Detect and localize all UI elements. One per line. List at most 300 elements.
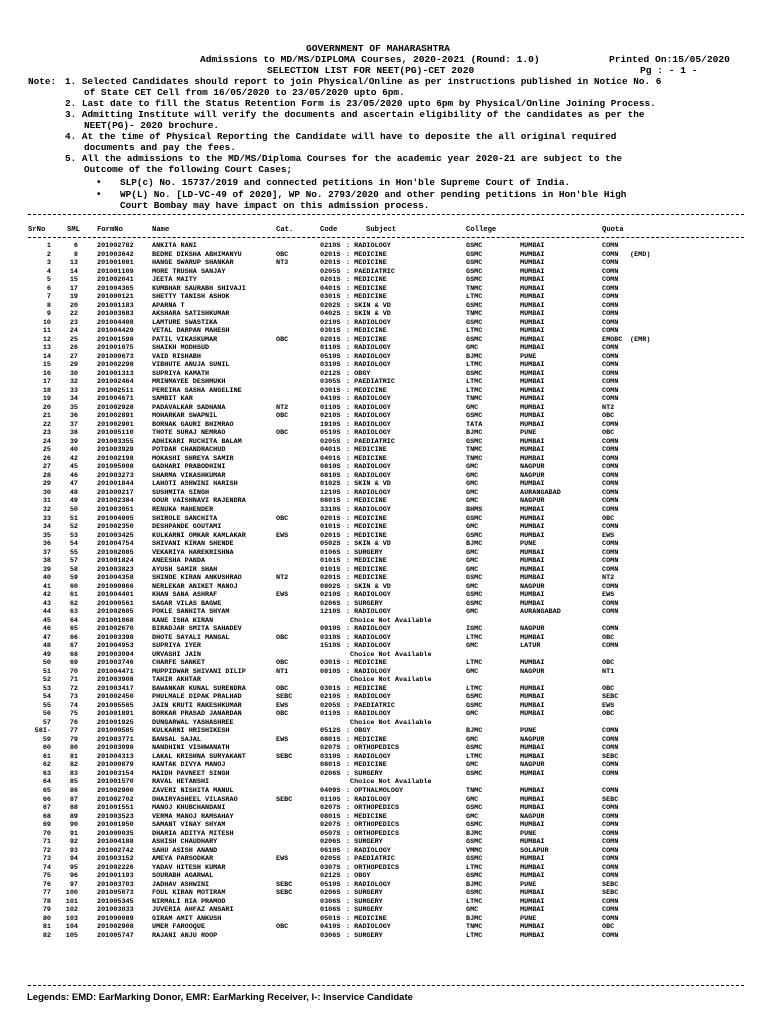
subject-text: PAEDIATRIC bbox=[354, 701, 395, 710]
table-row bbox=[0, 915, 768, 924]
cell-subject bbox=[346, 412, 391, 421]
cell-sml: 61 bbox=[69, 591, 78, 600]
cell-quota: COMN bbox=[602, 480, 619, 489]
cell-quota: OBC bbox=[602, 659, 615, 668]
subject-text: ORTHOPEDICS bbox=[354, 829, 400, 838]
cell-sml: 53 bbox=[69, 531, 78, 540]
cell-quota: COMN bbox=[602, 761, 619, 770]
cell-college-city: NAGPUR bbox=[520, 667, 545, 676]
cell-srno: 2 bbox=[46, 250, 51, 259]
subject-text: ORTHOPEDICS bbox=[354, 744, 400, 753]
note-2: 2. Last date to fill the Status Retention Form is 23/05/2020 upto 6pm by Physical/Online Joining Process. bbox=[65, 98, 656, 109]
cell-code: 0101S bbox=[320, 565, 341, 574]
cell-college-city: PUNE bbox=[520, 540, 537, 549]
cell-code: 0802S bbox=[320, 582, 341, 591]
cell-cat: OBC bbox=[276, 335, 289, 344]
cell-srno: 30 bbox=[42, 488, 51, 497]
cell-name: SAGAR VILAS BAGWE bbox=[152, 599, 222, 608]
note-5-cont: Outcome of the following Court Cases; bbox=[84, 164, 293, 175]
table-row bbox=[0, 574, 768, 583]
cell-quota: EWS bbox=[602, 531, 615, 540]
subject-separator: : bbox=[346, 752, 355, 761]
cell-college-city: MUMBAI bbox=[520, 301, 545, 310]
cell-name: DHAIRYASHEEL VILASRAO bbox=[152, 795, 238, 804]
subject-separator: : bbox=[346, 693, 355, 702]
cell-sml: 103 bbox=[65, 914, 78, 923]
subject-separator: : bbox=[346, 310, 355, 319]
cell-quota: COMN bbox=[602, 361, 619, 370]
cell-srno: 14 bbox=[42, 352, 51, 361]
cell-subject bbox=[346, 549, 383, 558]
cell-subject bbox=[346, 761, 387, 770]
subject-separator: : bbox=[346, 242, 355, 250]
cell-formno: 201003523 bbox=[97, 812, 134, 821]
table-row bbox=[0, 387, 768, 396]
table-row bbox=[0, 744, 768, 753]
cell-code: 0301S bbox=[320, 659, 341, 668]
cell-code: 0510S bbox=[320, 429, 341, 438]
cell-college-city: MUMBAI bbox=[520, 395, 545, 404]
cell-code: 1910S bbox=[320, 420, 341, 429]
table-row bbox=[0, 719, 768, 728]
cell-college-code: GSMC bbox=[466, 855, 483, 864]
cell-college-code: GSMC bbox=[466, 369, 483, 378]
cell-college-code: GSMC bbox=[466, 693, 483, 702]
cell-name: HANGE SWARUP SHANKAR bbox=[152, 259, 234, 268]
cell-name: SAHU ASISH ANAND bbox=[152, 846, 218, 855]
subject-text: MEDICINE bbox=[354, 557, 387, 566]
subject-separator: : bbox=[346, 599, 355, 608]
cell-cat: EWS bbox=[276, 735, 289, 744]
cell-subject bbox=[346, 566, 387, 575]
cell-code: 0810S bbox=[320, 471, 341, 480]
cell-college-code: TNMC bbox=[466, 446, 483, 455]
cell-college-code: GMC bbox=[466, 642, 479, 651]
cell-quota: COMN bbox=[602, 906, 619, 915]
table-row bbox=[0, 855, 768, 864]
cell-srno: 75 bbox=[42, 872, 51, 881]
cell-college-code: GSMC bbox=[466, 250, 483, 259]
subject-text: RADIOLOGY bbox=[354, 318, 391, 327]
cell-name: PEREIRA SASHA ANGELINE bbox=[152, 386, 242, 395]
cell-formno: 201003094 bbox=[97, 650, 134, 659]
cell-college-code: GMC bbox=[466, 344, 479, 353]
cell-sml: 52 bbox=[69, 523, 78, 532]
cell-subject bbox=[346, 770, 383, 779]
cell-remark: (EMD) bbox=[630, 250, 651, 259]
cell-srno: 11 bbox=[42, 327, 51, 336]
subject-text: RADIOLOGY bbox=[354, 242, 391, 250]
cell-srno: 41 bbox=[42, 582, 51, 591]
cell-code: 0306S bbox=[320, 931, 341, 940]
cell-formno: 201002041 bbox=[97, 276, 134, 285]
cell-quota: COMN bbox=[602, 838, 619, 847]
cell-srno: 82 bbox=[42, 931, 51, 940]
cell-name: ASHISH CHAUDHARY bbox=[152, 838, 218, 847]
subject-separator: : bbox=[346, 378, 355, 387]
cell-srno: 77 bbox=[42, 889, 51, 898]
subject-text: SURGERY bbox=[354, 906, 383, 915]
cell-code: 0205S bbox=[320, 701, 341, 710]
cell-srno: 53 bbox=[42, 684, 51, 693]
cell-college-code: LTMC bbox=[466, 931, 483, 940]
cell-formno: 201003355 bbox=[97, 437, 134, 446]
subject-text: MEDICINE bbox=[354, 684, 387, 693]
cell-college-city: MUMBAI bbox=[520, 446, 545, 455]
cell-sml: 71 bbox=[69, 676, 78, 685]
subject-separator: : bbox=[346, 497, 355, 506]
cell-quota: COMN bbox=[602, 846, 619, 855]
subject-separator: : bbox=[346, 420, 355, 429]
cell-quota: COMN bbox=[602, 437, 619, 446]
table-row bbox=[0, 659, 768, 668]
table-row bbox=[0, 881, 768, 890]
cell-code: 0212S bbox=[320, 872, 341, 881]
table-row bbox=[0, 804, 768, 813]
cell-cat: NT1 bbox=[276, 667, 289, 676]
cell-srno: 10 bbox=[42, 318, 51, 327]
subject-text: OBGY bbox=[354, 369, 371, 378]
table-row bbox=[0, 761, 768, 770]
subject-separator: : bbox=[346, 344, 355, 353]
cell-subject: Choice Not Available bbox=[350, 718, 432, 727]
cell-srno: 25 bbox=[42, 446, 51, 455]
cell-code: 0106S bbox=[320, 906, 341, 915]
cell-subject bbox=[346, 540, 391, 549]
subject-separator: : bbox=[346, 327, 355, 336]
cell-sml: 14 bbox=[69, 267, 78, 276]
table-row bbox=[0, 796, 768, 805]
cell-name: DHARIA ADITYA MITESH bbox=[152, 829, 234, 838]
cell-name: MOKASHI SHREYA SAMIR bbox=[152, 454, 234, 463]
cell-sml: 45 bbox=[69, 463, 78, 472]
cell-formno: 201002226 bbox=[97, 863, 134, 872]
cell-quota: COMN bbox=[602, 548, 619, 557]
cell-name: PATIL VIKASKUMAR bbox=[152, 335, 218, 344]
cell-sml: 54 bbox=[69, 540, 78, 549]
cell-college-code: GSMC bbox=[466, 335, 483, 344]
cell-sml: 70 bbox=[69, 667, 78, 676]
cell-name: KANE ISHA KIRAN bbox=[152, 616, 214, 625]
cell-college-city: MUMBAI bbox=[520, 378, 545, 387]
subject-text: RADIOLOGY bbox=[354, 505, 391, 514]
cell-subject: Choice Not Available bbox=[350, 778, 432, 787]
subject-text: RADIOLOGY bbox=[354, 846, 391, 855]
cell-srno: 15 bbox=[42, 361, 51, 370]
cell-code: 0301S bbox=[320, 327, 341, 336]
cell-quota: NT2 bbox=[602, 403, 615, 412]
cell-srno: 69 bbox=[42, 821, 51, 830]
subject-separator: : bbox=[346, 412, 355, 421]
cell-formno: 201003746 bbox=[97, 659, 134, 668]
cell-sml: 30 bbox=[69, 369, 78, 378]
cell-sml: 90 bbox=[69, 821, 78, 830]
col-code: Code bbox=[320, 226, 338, 234]
cell-sml: 68 bbox=[69, 650, 78, 659]
subject-text: RADIOLOGY bbox=[354, 412, 391, 421]
cell-subject bbox=[346, 898, 383, 907]
cell-subject bbox=[346, 804, 399, 813]
cell-college-city: MUMBAI bbox=[520, 923, 545, 932]
cell-formno: 201002891 bbox=[97, 412, 134, 421]
subject-separator: : bbox=[346, 880, 355, 889]
cell-srno: 13 bbox=[42, 344, 51, 353]
cell-quota: OBC bbox=[602, 429, 615, 438]
cell-college-code: TNMC bbox=[466, 395, 483, 404]
cell-code: 3310S bbox=[320, 505, 341, 514]
cell-college-city: MUMBAI bbox=[520, 403, 545, 412]
cell-quota: COMN bbox=[602, 318, 619, 327]
cell-name: KULKARNI HRISHIKESH bbox=[152, 727, 230, 736]
cell-subject bbox=[346, 455, 387, 464]
table-row bbox=[0, 566, 768, 575]
cell-formno: 201002782 bbox=[97, 242, 134, 250]
cell-quota: COMN bbox=[602, 787, 619, 795]
subject-separator: : bbox=[346, 335, 355, 344]
cell-cat: OBC bbox=[276, 684, 289, 693]
cell-code: 0210S bbox=[320, 242, 341, 250]
cell-subject bbox=[346, 336, 387, 345]
table-row bbox=[0, 557, 768, 566]
cell-formno: 201002900 bbox=[97, 787, 134, 795]
cell-subject bbox=[346, 830, 399, 839]
cell-code: 0102S bbox=[320, 480, 341, 489]
cell-sml: 23 bbox=[69, 318, 78, 327]
cell-college-code: GMC bbox=[466, 548, 479, 557]
cell-college-city: MUMBAI bbox=[520, 565, 545, 574]
cell-cat: OBC bbox=[276, 514, 289, 523]
cell-college-city: PUNE bbox=[520, 727, 537, 736]
subject-text: SURGERY bbox=[354, 838, 383, 847]
subject-text: MEDICINE bbox=[354, 565, 387, 574]
note-label: Note: bbox=[28, 76, 57, 87]
cell-name: SUPRIYA KAMATH bbox=[152, 369, 210, 378]
cell-srno: 64 bbox=[42, 778, 51, 787]
subject-separator: : bbox=[346, 318, 355, 327]
subject-separator: : bbox=[346, 727, 355, 736]
cell-srno: 3 bbox=[46, 259, 51, 268]
cell-name: DESHPANDE GOUTAMI bbox=[152, 523, 222, 532]
cell-quota: OBC bbox=[602, 514, 615, 523]
subject-separator: : bbox=[346, 293, 355, 302]
cell-college-city: MUMBAI bbox=[520, 557, 545, 566]
cell-subject bbox=[346, 259, 387, 268]
cell-formno: 201001891 bbox=[97, 710, 134, 719]
cell-sml: 74 bbox=[69, 701, 78, 710]
cell-formno: 201003771 bbox=[97, 735, 134, 744]
cell-college-city: SOLAPUR bbox=[520, 846, 549, 855]
top-divider bbox=[28, 214, 744, 215]
cell-srno: 38 bbox=[42, 557, 51, 566]
cell-college-code: LTMC bbox=[466, 897, 483, 906]
cell-sml: 60 bbox=[69, 582, 78, 591]
cell-formno: 201002901 bbox=[97, 420, 134, 429]
cell-college-code: GSMC bbox=[466, 301, 483, 310]
cell-college-code: GMC bbox=[466, 523, 479, 532]
cell-college-code: GMC bbox=[466, 582, 479, 591]
cell-subject bbox=[346, 710, 391, 719]
cell-srno: 79 bbox=[42, 906, 51, 915]
subject-text: RADIOLOGY bbox=[354, 923, 391, 932]
cell-name: MRINMAYEE DESHMUKH bbox=[152, 378, 226, 387]
subject-separator: : bbox=[346, 659, 355, 668]
cell-college-code: GSMC bbox=[466, 412, 483, 421]
cell-college-city: MUMBAI bbox=[520, 548, 545, 557]
cell-college-city: MUMBAI bbox=[520, 684, 545, 693]
cell-formno: 201002928 bbox=[97, 403, 134, 412]
col-cat: Cat. bbox=[276, 226, 294, 234]
cell-subject bbox=[346, 608, 391, 617]
cell-code: 0801S bbox=[320, 761, 341, 770]
cell-code: 0510S bbox=[320, 880, 341, 889]
cell-cat: OBC bbox=[276, 710, 289, 719]
cell-college-code: GSMC bbox=[466, 259, 483, 268]
table-row bbox=[0, 293, 768, 302]
cell-subject bbox=[346, 276, 387, 285]
subject-separator: : bbox=[346, 267, 355, 276]
cell-subject bbox=[346, 923, 391, 932]
table-row bbox=[0, 889, 768, 898]
subject-text: MEDICINE bbox=[354, 250, 387, 259]
cell-sml: 83 bbox=[69, 769, 78, 778]
cell-sml: 97 bbox=[69, 880, 78, 889]
cell-code: 1210S bbox=[320, 608, 341, 617]
cell-formno: 201002605 bbox=[97, 608, 134, 617]
cell-quota: COMN bbox=[602, 855, 619, 864]
cell-formno: 201001824 bbox=[97, 557, 134, 566]
cell-srno: 28 bbox=[42, 471, 51, 480]
cell-code: 0401S bbox=[320, 454, 341, 463]
cell-code: 0410S bbox=[320, 395, 341, 404]
subject-separator: : bbox=[346, 548, 355, 557]
cell-subject bbox=[346, 489, 391, 498]
cell-code: 0310S bbox=[320, 752, 341, 761]
cell-sml: 51 bbox=[69, 514, 78, 523]
cell-college-city: PUNE bbox=[520, 880, 537, 889]
cell-formno: 201004408 bbox=[97, 318, 134, 327]
cell-college-code: LTMC bbox=[466, 386, 483, 395]
cell-name: JADHAV ASHWINI bbox=[152, 880, 210, 889]
subject-separator: : bbox=[346, 710, 355, 719]
cell-college-code: TATA bbox=[466, 420, 483, 429]
cell-college-code: GSMC bbox=[466, 769, 483, 778]
cell-college-city: MUMBAI bbox=[520, 752, 545, 761]
bottom-divider bbox=[28, 985, 744, 986]
cell-code: 0206S bbox=[320, 599, 341, 608]
cell-college-city: MUMBAI bbox=[520, 795, 545, 804]
cell-formno: 201004953 bbox=[97, 642, 134, 651]
cell-formno: 201004429 bbox=[97, 327, 134, 336]
cell-sml: 19 bbox=[69, 293, 78, 302]
cell-subject bbox=[346, 659, 387, 668]
cell-college-city: PUNE bbox=[520, 914, 537, 923]
cell-quota: COMN bbox=[602, 352, 619, 361]
cell-college-city: MUMBAI bbox=[520, 293, 545, 302]
cell-college-code: GSMC bbox=[466, 591, 483, 600]
cell-name: PADAVALKAR SADHANA bbox=[152, 403, 226, 412]
cell-sml: 39 bbox=[69, 437, 78, 446]
cell-subject bbox=[346, 302, 391, 311]
cell-name: GIRAM AMIT ANKUSH bbox=[152, 914, 222, 923]
cell-college-city: MUMBAI bbox=[520, 906, 545, 915]
cell-code: 0207S bbox=[320, 804, 341, 813]
cell-code: 0410S bbox=[320, 923, 341, 932]
cell-code: 0210S bbox=[320, 693, 341, 702]
subject-separator: : bbox=[346, 250, 355, 259]
subject-text: RADIOLOGY bbox=[354, 642, 391, 651]
cell-formno: 201004754 bbox=[97, 540, 134, 549]
cell-formno: 201001081 bbox=[97, 259, 134, 268]
cell-srno: 21 bbox=[42, 412, 51, 421]
cell-college-code: GSMC bbox=[466, 267, 483, 276]
cell-college-city: MUMBAI bbox=[520, 693, 545, 702]
cell-quota: COMN bbox=[602, 471, 619, 480]
cell-srno: 47 bbox=[42, 633, 51, 642]
cell-subject bbox=[346, 838, 383, 847]
subject-separator: : bbox=[346, 787, 355, 795]
cell-formno: 201001925 bbox=[97, 718, 134, 727]
cell-formno: 201000089 bbox=[97, 914, 134, 923]
cell-sml: 37 bbox=[69, 420, 78, 429]
cell-srno: 12 bbox=[42, 335, 51, 344]
cell-sml: 26 bbox=[69, 344, 78, 353]
cell-college-city: NAGPUR bbox=[520, 735, 545, 744]
cell-name: SHETTY TANISH ASHOK bbox=[152, 293, 230, 302]
cell-college-city: MUMBAI bbox=[520, 769, 545, 778]
cell-cat: NT3 bbox=[276, 259, 289, 268]
court-case-2: WP(L) No. [LD-VC-49 of 2020], WP No. 2793/2020 and other pending petitions in Hon'ble High bbox=[120, 189, 627, 200]
cell-formno: 201003683 bbox=[97, 310, 134, 319]
cell-name: UMER FAROOQUE bbox=[152, 923, 206, 932]
cell-code: 0801S bbox=[320, 812, 341, 821]
cell-college-city: MUMBAI bbox=[520, 744, 545, 753]
table-row bbox=[0, 676, 768, 685]
cell-college-city: PUNE bbox=[520, 352, 537, 361]
subject-separator: : bbox=[346, 480, 355, 489]
cell-subject bbox=[346, 438, 395, 447]
subject-text: RADIOLOGY bbox=[354, 471, 391, 480]
subject-separator: : bbox=[346, 259, 355, 268]
table-row bbox=[0, 693, 768, 702]
cell-quota: SEBC bbox=[602, 752, 619, 761]
cell-formno: 201005747 bbox=[97, 931, 134, 940]
cell-code: 0101S bbox=[320, 523, 341, 532]
cell-quota: COMN bbox=[602, 454, 619, 463]
cell-code: 0402S bbox=[320, 310, 341, 319]
cell-college-code: LTMC bbox=[466, 293, 483, 302]
cell-name: DUNGARWAL YASHASHREE bbox=[152, 718, 234, 727]
cell-formno: 201001109 bbox=[97, 267, 134, 276]
cell-code: 0110S bbox=[320, 344, 341, 353]
cell-college-city: MUMBAI bbox=[520, 701, 545, 710]
cell-college-code: GMC bbox=[466, 403, 479, 412]
subject-text: PAEDIATRIC bbox=[354, 378, 395, 387]
cell-quota: NT2 bbox=[602, 574, 615, 583]
table-row bbox=[0, 787, 768, 796]
cell-code: 0101S bbox=[320, 557, 341, 566]
cell-formno: 201000879 bbox=[97, 761, 134, 770]
subject-separator: : bbox=[346, 863, 355, 872]
cell-quota: OBC bbox=[602, 710, 615, 719]
cell-college-city: MUMBAI bbox=[520, 276, 545, 285]
table-row bbox=[0, 770, 768, 779]
cell-cat: SEBC bbox=[276, 889, 293, 898]
cell-quota: OBC bbox=[602, 684, 615, 693]
table-row bbox=[0, 923, 768, 932]
cell-sml: 22 bbox=[69, 310, 78, 319]
cell-subject bbox=[346, 872, 371, 881]
cell-college-code: GMC bbox=[466, 710, 479, 719]
